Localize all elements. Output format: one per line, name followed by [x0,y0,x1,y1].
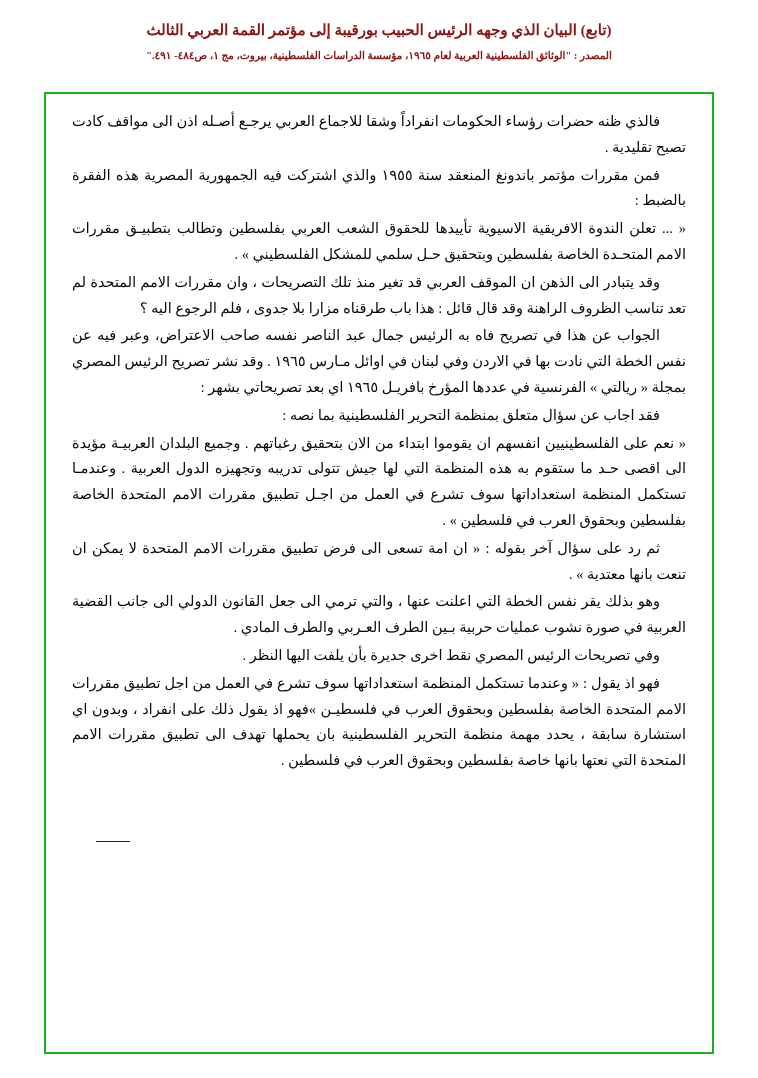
paragraph-5: الجواب عن هذا في تصريح فاه به الرئيس جمال عبد الناصر نفسه صاحب الاعتراض، وعبر فيه عن نفس الخطة التي نادت بها في الاردن وفي لبنان في اوائل مـارس ١٩٦٥ . وقد نشر تصريح الرئيس المصري بمجلة « ريالتي » الفرنسية في عددها المؤرخ بافريـل ١٩٦٥ اي بعد تصريحاتي بشهر : [72,328,686,396]
document-body [72,110,686,1036]
margin-dash-mark [96,841,130,842]
paragraph-3-quote: « ... تعلن الندوة الافريقية الاسيوية تأييدها للحقوق الشعب العربي بفلسطين وتطالب بتطبيـق مقررات الامم المتحـدة الخاصة بفلسطين وبتحقيق حـل سلمي للمشكل الفلسطيني » . [72,221,686,263]
paragraph-10: وفي تصريحات الرئيس المصري نقط اخرى جديرة بأن يلفت اليها النظر . [242,647,660,664]
paragraph-4: وقد يتبادر الى الذهن ان الموقف العربي قد تغير منذ تلك التصريحات ، وان مقررات الامم المتحدة لم تعد تناسب الظروف الراهنة وقد قال قائل : هذا باب طرقناه مزارا بلا جدوى ، فلم الرجوع اليه ؟ [72,274,686,317]
paragraph-7-quote: « نعم على الفلسطينيين انفسهم ان يقوموا ابتداء من الان بتحقيق رغباتهم . وجميع البلدان العربيـة مؤيدة الى اقصى حـد ما ستقوم به هذه المنظمة التي لها جيش تتولى تدريبه وتجهيزه الدول العربية . وعندمـا تستكمل المنظمة استعداداتها سوف تشرع في العمل من اجـل تطبيق مقررات الامم المتحدة الخاصة بفلسطين وبحقوق العرب في فلسطين » . [72,435,686,529]
paragraph-6: فقد اجاب عن سؤال متعلق بمنظمة التحرير الفلسطينية بما نصه : [282,407,660,424]
source-line: المصدر : "الوثائق الفلسطينية العربية لعام ١٩٦٥، مؤسسة الدراسات الفلسطينية، بيروت، مج ١، ص٤٨٤- ٤٩١." [146,50,612,62]
page-title: (تابع) البيان الذي وجهه الرئيس الحبيب بورقيبة إلى مؤتمر القمة العربي الثالث [146,23,612,39]
paragraph-9: وهو بذلك يقر نفس الخطة التي اعلنت عنها ، والتي ترمي الى جعل القانون الدولي الى جانب القضية العربية في صورة نشوب عمليات حربية بـين الطرف العـربي والطرف المادي . [72,594,686,637]
paragraph-8: ثم رد على سؤال آخر بقوله : « ان امة تسعى الى فرض تطبيق مقررات الامم المتحدة لا يمكن ان تنعت بانها معتدية » . [72,540,686,583]
paragraph-11: فهو اذ يقول : « وعندما تستكمل المنظمة استعداداتها سوف تشرع في العمل من اجل تطبيق مقررات الامم المتحدة الخاصة بفلسطين وبحقوق العرب في فلسطيـن »فهو اذ يقول ذلك على انفراد ، وبدون اي استشارة سابقة ، يحدد مهمة منظمة التحرير الفلسطينية بان يحملها تهدف الى تطبيق مقررات الامم المتحدة التي نعتها بانها خاصة بفلسطين وبحقوق العرب في فلسطين . [72,675,686,770]
page-header [0,0,758,62]
paragraph-1: فالذي ظنه حضرات رؤساء الحكومات انفراداً وشقا للاجماع العربي يرجـع أصـله اذن الى مواقف كادت تصبح تقليدية . [72,114,686,156]
paragraph-2: فمن مقررات مؤتمر باندونغ المنعقد سنة ١٩٥٥ والذي اشتركت فيه الجمهورية المصرية هذه الفقرة بالضبط : [72,167,686,210]
